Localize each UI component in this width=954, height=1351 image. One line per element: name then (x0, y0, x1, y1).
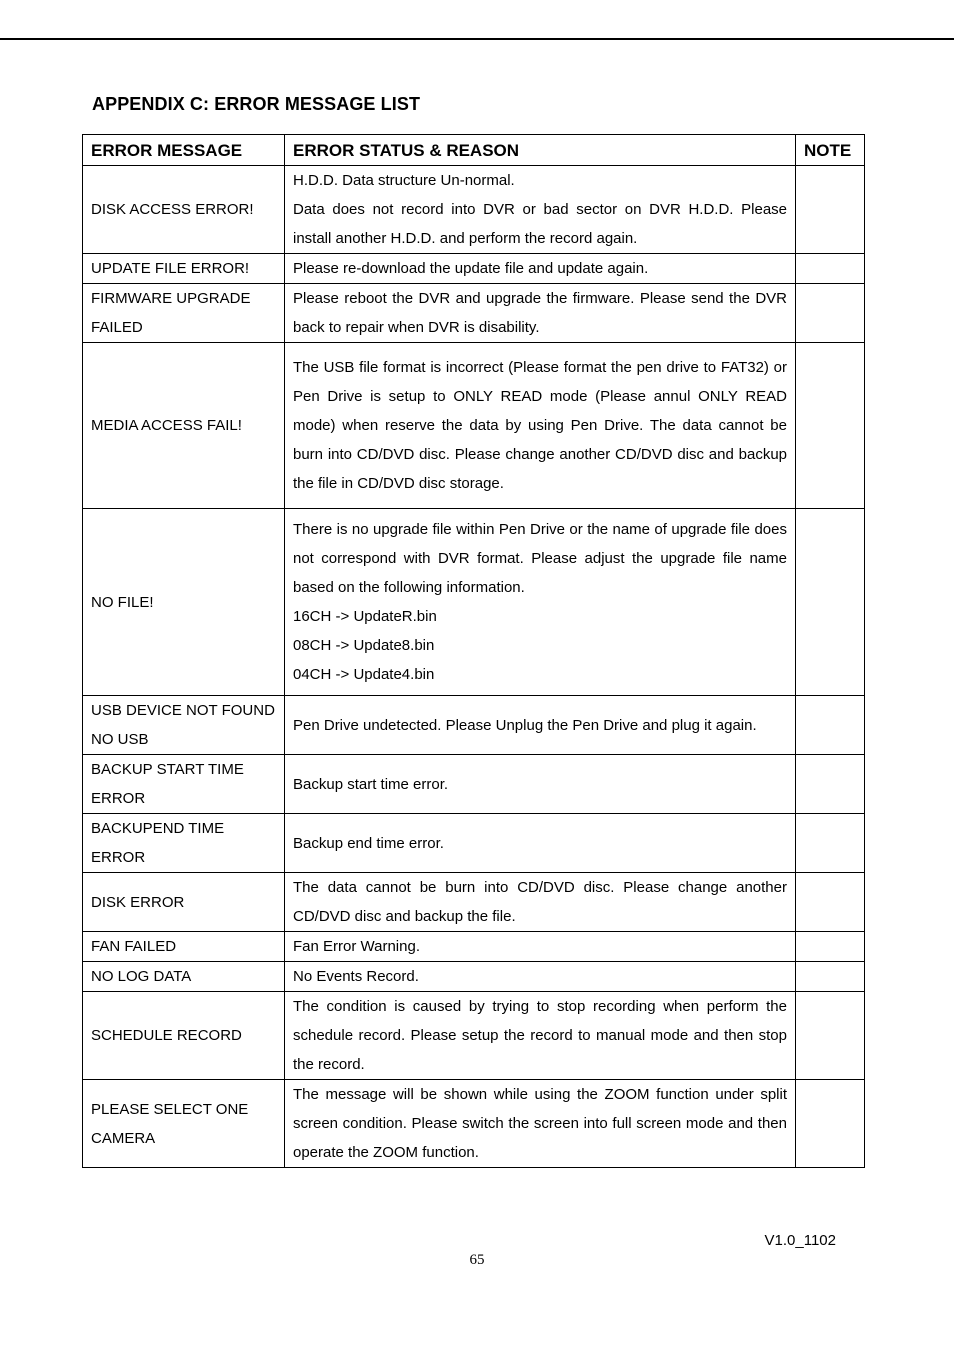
error-message-cell: MEDIA ACCESS FAIL! (83, 343, 285, 509)
error-message-table (82, 134, 865, 1168)
error-reason-cell (285, 814, 796, 873)
error-message-cell: NO FILE! (83, 509, 285, 696)
reason-line: H.D.D. Data structure Un-normal. (293, 172, 515, 189)
note-cell (796, 166, 865, 254)
error-reason-cell (285, 166, 796, 254)
note-cell (796, 814, 865, 873)
reason-line: Backup end time error. (293, 834, 444, 852)
error-reason-cell (285, 509, 796, 696)
reason-line: The USB file format is incorrect (Please format the pen drive to FAT32) or Pen Drive is setup to ONLY READ mode (Please annul ONLY READ mode) when reserve the data by using Pen Drive. The data cannot be burn into CD/DVD disc. Please change another CD/DVD disc and backup the file in CD/DVD disc storage. (293, 359, 787, 492)
error-reason-cell (285, 343, 796, 509)
table-row (83, 992, 865, 1080)
error-message-cell: USB DEVICE NOT FOUND NO USB (83, 696, 285, 755)
table-row (83, 932, 865, 962)
error-message-cell: NO LOG DATA (83, 962, 285, 992)
page-number: 65 (469, 1252, 485, 1268)
reason-line: No Events Record. (293, 968, 419, 985)
error-reason-cell (285, 932, 796, 962)
reason-line: Fan Error Warning. (293, 938, 420, 955)
table-row (83, 755, 865, 814)
table-header-row (83, 135, 865, 166)
error-reason-cell (285, 254, 796, 284)
note-cell (796, 1080, 865, 1168)
reason-line: Backup start time error. (293, 775, 449, 793)
error-message-cell: DISK ERROR (83, 873, 285, 932)
error-reason-cell (285, 1080, 796, 1168)
note-cell (796, 284, 865, 343)
reason-line: 04CH -> Update4.bin (293, 666, 435, 683)
table-row (83, 284, 865, 343)
table-row (83, 343, 865, 509)
reason-line: The condition is caused by trying to stop recording when perform the schedule record. Please setup the record to manual mode and then stop the record. (293, 998, 787, 1073)
table-row (83, 254, 865, 284)
header-note: NOTE (796, 135, 865, 166)
reason-line: 16CH -> UpdateR.bin (293, 608, 437, 625)
error-message-cell: PLEASE SELECT ONE CAMERA (83, 1080, 285, 1168)
note-cell (796, 932, 865, 962)
reason-line: Please re-download the update file and update again. (293, 260, 649, 277)
reason-line: The data cannot be burn into CD/DVD disc. Please change another CD/DVD disc and backup the file. (293, 879, 787, 925)
note-cell (796, 509, 865, 696)
note-cell (796, 755, 865, 814)
reason-line: There is no upgrade file within Pen Drive or the name of upgrade file does not correspond with DVR format. Please adjust the upgrade file name based on the following information. (293, 521, 787, 596)
error-reason-cell (285, 873, 796, 932)
error-message-cell: FAN FAILED (83, 932, 285, 962)
error-message-cell: BACKUP START TIME ERROR (83, 755, 285, 814)
note-cell (796, 696, 865, 755)
error-message-cell: FIRMWARE UPGRADE FAILED (83, 284, 285, 343)
reason-line: The message will be shown while using the ZOOM function under split screen condition. Please switch the screen into full screen mode and then operate the ZOOM function. (293, 1086, 787, 1161)
error-message-cell: UPDATE FILE ERROR! (83, 254, 285, 284)
reason-line: Please reboot the DVR and upgrade the firmware. Please send the DVR back to repair when DVR is disability. (293, 290, 787, 336)
note-cell (796, 873, 865, 932)
reason-line: Data does not record into DVR or bad sector on DVR H.D.D. Please install another H.D.D. and perform the record again. (293, 201, 787, 247)
error-reason-cell (285, 992, 796, 1080)
note-cell (796, 343, 865, 509)
reason-line: 08CH -> Update8.bin (293, 637, 435, 654)
table-row (83, 814, 865, 873)
note-cell (796, 254, 865, 284)
table-row (83, 962, 865, 992)
table-row (83, 1080, 865, 1168)
header-error-status-reason: ERROR STATUS & REASON (285, 135, 796, 166)
note-cell (796, 992, 865, 1080)
error-reason-cell (285, 284, 796, 343)
error-message-cell: SCHEDULE RECORD (83, 992, 285, 1080)
table-body (83, 166, 865, 1168)
error-message-cell: BACKUPEND TIME ERROR (83, 814, 285, 873)
header-error-message: ERROR MESSAGE (83, 135, 285, 166)
page-title: APPENDIX C: ERROR MESSAGE LIST (92, 94, 421, 114)
note-cell (796, 962, 865, 992)
error-reason-cell (285, 696, 796, 755)
error-reason-cell (285, 962, 796, 992)
table-row (83, 873, 865, 932)
table-row (83, 509, 865, 696)
version-label: V1.0_1102 (764, 1232, 836, 1249)
table-row (83, 696, 865, 755)
error-reason-cell (285, 755, 796, 814)
header-rule (0, 38, 954, 40)
table-row (83, 166, 865, 254)
reason-line: Pen Drive undetected. Please Unplug the Pen Drive and plug it again. (293, 716, 757, 734)
error-message-cell: DISK ACCESS ERROR! (83, 166, 285, 254)
